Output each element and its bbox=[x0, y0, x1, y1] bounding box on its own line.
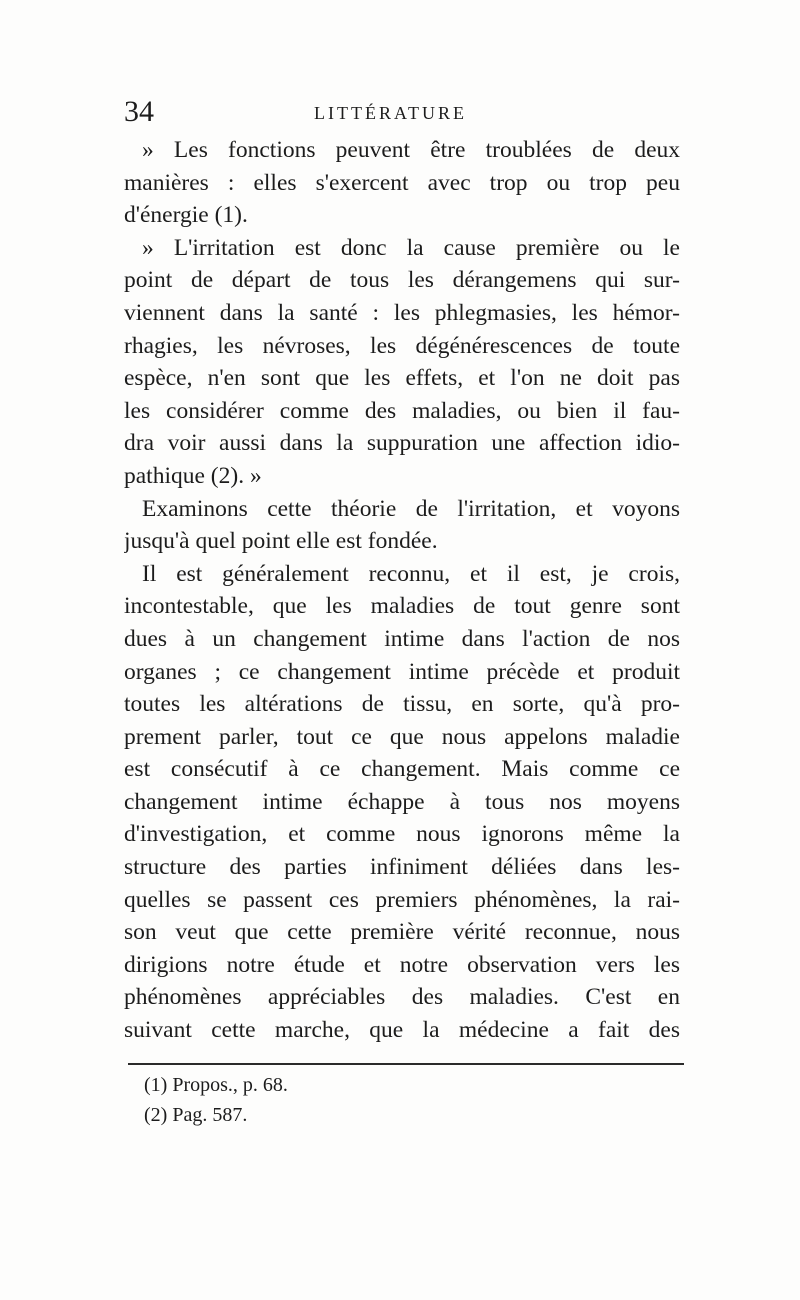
text-line: » Les fonctions peuvent être troublées de deux bbox=[142, 137, 680, 163]
text-line: incontestable, que les maladies de tout genre sont bbox=[124, 593, 680, 620]
text-line: structure des parties infiniment déliées dans les- bbox=[124, 854, 680, 881]
text-line: dra voir aussi dans la suppuration une affection idio- bbox=[124, 430, 680, 457]
footnote-rule bbox=[128, 1063, 684, 1065]
running-head: LITTÉRATURE bbox=[314, 103, 467, 123]
text-line: Il est généralement reconnu, et il est, je crois, bbox=[142, 560, 680, 587]
text-line: jusqu'à quel point elle est fondée. bbox=[124, 528, 438, 555]
footnote: (1) Propos., p. 68. bbox=[144, 1074, 288, 1096]
text-line: viennent dans la santé : les phlegmasies, les hémor- bbox=[124, 299, 680, 326]
text-line: dues à un changement intime dans l'action de nos bbox=[124, 625, 680, 652]
text-line: espèce, n'en sont que les effets, et l'on ne doit pas bbox=[124, 365, 680, 392]
text-line: est consécutif à ce changement. Mais comme ce bbox=[124, 756, 680, 783]
text-line: point de départ de tous les dérangemens qui sur- bbox=[124, 267, 680, 294]
text-line: toutes les altérations de tissu, en sorte, qu'à pro- bbox=[124, 691, 680, 718]
text-line: » L'irritation est donc la cause première ou le bbox=[142, 234, 680, 261]
page-header bbox=[124, 94, 680, 130]
body-text bbox=[124, 134, 680, 1047]
text-line: pathique (2). » bbox=[124, 462, 262, 489]
text-line: changement intime échappe à tous nos moyens bbox=[124, 788, 680, 815]
text-line: d'investigation, et comme nous ignorons même la bbox=[124, 821, 680, 848]
text-line: prement parler, tout ce que nous appelons maladie bbox=[124, 723, 680, 750]
footnotes bbox=[144, 1070, 288, 1130]
text-line: quelles se passent ces premiers phénomènes, la rai- bbox=[124, 886, 680, 913]
text-line: d'énergie (1). bbox=[124, 202, 248, 229]
text-line: manières : elles s'exercent avec trop ou trop peu bbox=[124, 169, 680, 196]
text-line: son veut que cette première vérité reconnue, nous bbox=[124, 919, 680, 946]
text-line: les considérer comme des maladies, ou bien il fau- bbox=[124, 397, 680, 424]
text-line: phénomènes appréciables des maladies. C'est en bbox=[124, 984, 680, 1011]
footnote: (2) Pag. 587. bbox=[144, 1104, 248, 1126]
text-line: rhagies, les névroses, les dégénérescences de toute bbox=[124, 332, 680, 359]
text-line: organes ; ce changement intime précède et produit bbox=[124, 658, 680, 685]
text-line: suivant cette marche, que la médecine a fait des bbox=[124, 1017, 680, 1044]
page-number: 34 bbox=[124, 95, 154, 128]
text-line: Examinons cette théorie de l'irritation, et voyons bbox=[142, 495, 680, 522]
text-line: dirigions notre étude et notre observation vers les bbox=[124, 951, 680, 978]
